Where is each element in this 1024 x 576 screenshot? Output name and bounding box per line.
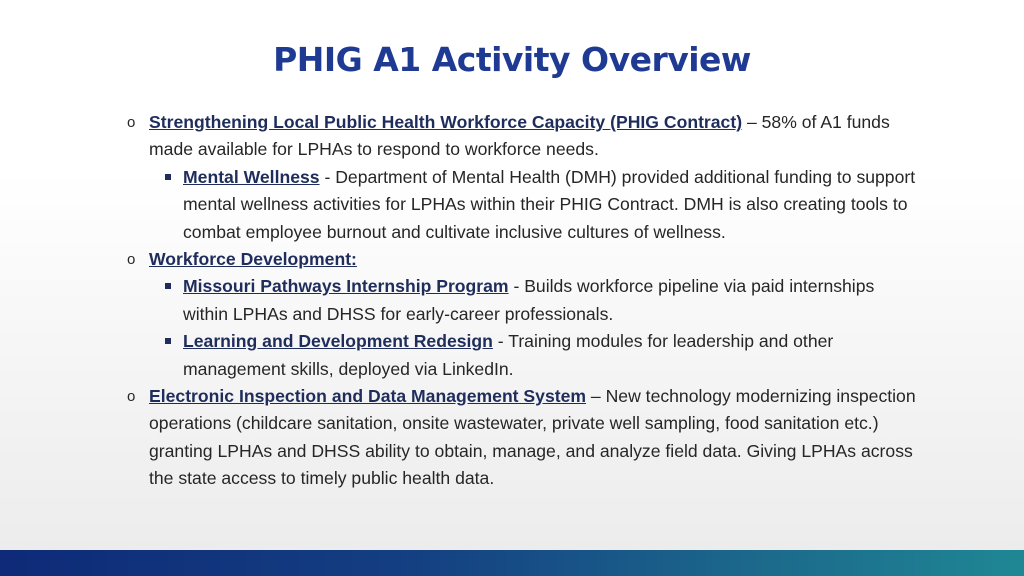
workforce-capacity-link[interactable]: Strengthening Local Public Health Workforce Capacity (PHIG Contract) <box>149 112 743 132</box>
sub-item-mental-wellness <box>127 164 917 246</box>
mental-wellness-link[interactable]: Mental Wellness <box>183 166 320 187</box>
list-item-workforce-capacity <box>127 109 917 164</box>
square-bullet-icon <box>165 283 171 289</box>
list-item-text: – New technology modernizing inspection operations (childcare sanitation, onsite wastewater, private well sampling, food sanitation etc.) granting LPHAs and DHSS ability to obtain, manage, and analyze field data. Giving LPHAs across the state access to timely public health data. <box>149 386 916 489</box>
page-title: PHIG A1 Activity Overview <box>273 40 751 79</box>
list-item-workforce-development <box>127 246 917 273</box>
inspection-system-link[interactable]: Electronic Inspection and Data Management System <box>149 386 587 407</box>
sub-item-text: - Training modules for leadership and other management skills, deployed via LinkedIn. <box>183 331 834 379</box>
circle-bullet-icon: o <box>127 251 136 269</box>
sub-item-learning-redesign <box>127 328 917 383</box>
learning-redesign-link[interactable]: Learning and Development Redesign <box>183 331 493 352</box>
content-body <box>127 109 917 493</box>
sub-item-text: - Builds workforce pipeline via paid internships within LPHAs and DHSS for early-career professionals. <box>183 276 875 324</box>
sub-item-text: - Department of Mental Health (DMH) provided additional funding to support mental wellness activities for LPHAs within their PHIG Contract. DMH is also creating tools to combat employee burnout and cultivate inclusive cultures of wellness. <box>183 166 916 242</box>
list-item-inspection-system <box>127 383 917 493</box>
square-bullet-icon <box>165 338 171 344</box>
circle-bullet-icon: o <box>127 388 136 406</box>
circle-bullet-icon: o <box>127 114 136 131</box>
list-item-text: – 58% of A1 funds made available for LPHAs to respond to workforce needs. <box>149 112 890 160</box>
footer-gradient-bar <box>0 550 1024 576</box>
workforce-development-link[interactable]: Workforce Development: <box>149 249 357 270</box>
sub-item-internship-program <box>127 273 917 328</box>
square-bullet-icon <box>165 174 171 180</box>
internship-program-link[interactable]: Missouri Pathways Internship Program <box>183 276 509 297</box>
